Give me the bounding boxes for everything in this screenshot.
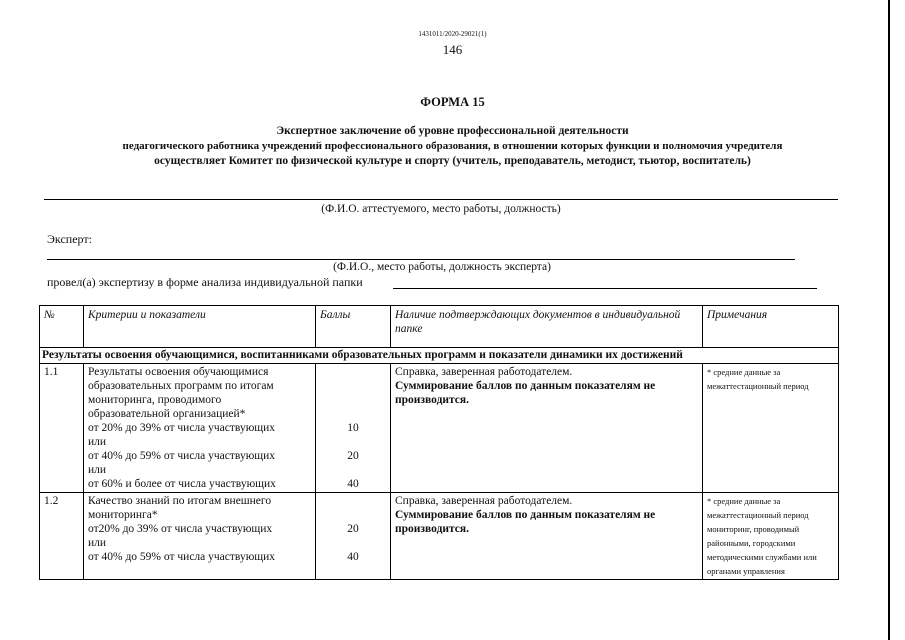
row-num: 1.2 bbox=[40, 493, 84, 580]
points-value bbox=[320, 435, 386, 449]
points-value: 40 bbox=[347, 551, 359, 563]
row-criteria bbox=[84, 364, 316, 493]
points-value: 20 bbox=[347, 523, 359, 535]
points-value bbox=[320, 508, 386, 522]
criteria-line: образовательной организацией* bbox=[88, 408, 246, 420]
criteria-line: Результаты освоения обучающимися bbox=[88, 366, 269, 378]
row-points bbox=[316, 493, 391, 580]
points-value bbox=[320, 407, 386, 421]
criteria-line: от 20% до 39% от числа участвующих bbox=[88, 422, 276, 434]
header-criteria: Критерии и показатели bbox=[84, 306, 316, 348]
form-subtitle bbox=[40, 124, 865, 169]
section-title: Результаты освоения обучающимися, воспитанниками образовательных программ и показатели динамики их достижений bbox=[40, 348, 839, 364]
subtitle-line-3: осуществляет Комитет по физической культуре и спорту (учитель, преподаватель, методист, тьютор, воспитатель) bbox=[154, 155, 751, 167]
criteria-line: от 40% до 59% от числа участвующих bbox=[88, 551, 276, 563]
table-header-row bbox=[40, 306, 839, 348]
form-title: ФОРМА 15 bbox=[420, 95, 485, 109]
points-value bbox=[320, 494, 386, 508]
row-criteria bbox=[84, 493, 316, 580]
row-note: * средние данные за межаттестационный период мониторинг, проводимый районными, городскими методическими службами или органами управления bbox=[703, 493, 839, 580]
points-value: 20 bbox=[347, 450, 359, 462]
points-value bbox=[320, 393, 386, 407]
points-value bbox=[320, 536, 386, 550]
section-row bbox=[40, 348, 839, 364]
criteria-line: мониторинга* bbox=[88, 509, 158, 521]
expert-label: Эксперт: bbox=[47, 232, 92, 246]
header-documents: Наличие подтверждающих документов в индивидуальной папке bbox=[391, 306, 703, 348]
criteria-table bbox=[39, 305, 839, 580]
header-notes: Примечания bbox=[703, 306, 839, 348]
row-documents bbox=[391, 493, 703, 580]
document-code: 1431011/2020-29021(1) bbox=[418, 30, 487, 38]
points-value: 40 bbox=[347, 478, 359, 490]
header-num: № bbox=[40, 306, 84, 348]
criteria-line: или bbox=[88, 464, 107, 476]
row-points bbox=[316, 364, 391, 493]
criteria-line: от20% до 39% от числа участвующих bbox=[88, 523, 273, 535]
criteria-line: от 40% до 59% от числа участвующих bbox=[88, 450, 276, 462]
criteria-line: от 60% и более от числа участвующих bbox=[88, 478, 276, 490]
document-note-bold: Суммирование баллов по данным показателям не производится. bbox=[395, 380, 656, 406]
criteria-line: образовательных программ по итогам bbox=[88, 380, 274, 392]
table-row bbox=[40, 364, 839, 493]
points-value: 10 bbox=[347, 422, 359, 434]
criteria-line: Качество знаний по итогам внешнего bbox=[88, 495, 272, 507]
points-value bbox=[320, 463, 386, 477]
criteria-line: мониторинга, проводимого bbox=[88, 394, 222, 406]
folder-input-line[interactable] bbox=[393, 288, 817, 289]
points-value bbox=[320, 365, 386, 379]
criteria-line: или bbox=[88, 537, 107, 549]
attested-caption: (Ф.И.О. аттестуемого, место работы, должность) bbox=[321, 203, 561, 215]
page-number: 146 bbox=[442, 42, 463, 57]
document-note-bold: Суммирование баллов по данным показателям не производится. bbox=[395, 509, 656, 535]
expertise-text: провел(а) экспертизу в форме анализа индивидуальной папки bbox=[47, 275, 363, 289]
header-points: Баллы bbox=[316, 306, 391, 348]
document-text: Справка, заверенная работодателем. bbox=[395, 495, 573, 507]
expert-caption: (Ф.И.О., место работы, должность эксперта) bbox=[333, 261, 551, 273]
table-row bbox=[40, 493, 839, 580]
criteria-line: или bbox=[88, 436, 107, 448]
subtitle-line-2: педагогического работника учреждений профессионального образования, в отношении которых функции и полномочия учредителя bbox=[122, 140, 783, 152]
points-value bbox=[320, 379, 386, 393]
row-documents bbox=[391, 364, 703, 493]
subtitle-line-1: Экспертное заключение об уровне профессиональной деятельности bbox=[276, 125, 629, 137]
row-note: * средние данные за межаттестационный период bbox=[703, 364, 839, 493]
row-num: 1.1 bbox=[40, 364, 84, 493]
attested-input-line[interactable] bbox=[44, 199, 838, 200]
document-text: Справка, заверенная работодателем. bbox=[395, 366, 573, 378]
expert-input-line[interactable] bbox=[47, 259, 795, 260]
